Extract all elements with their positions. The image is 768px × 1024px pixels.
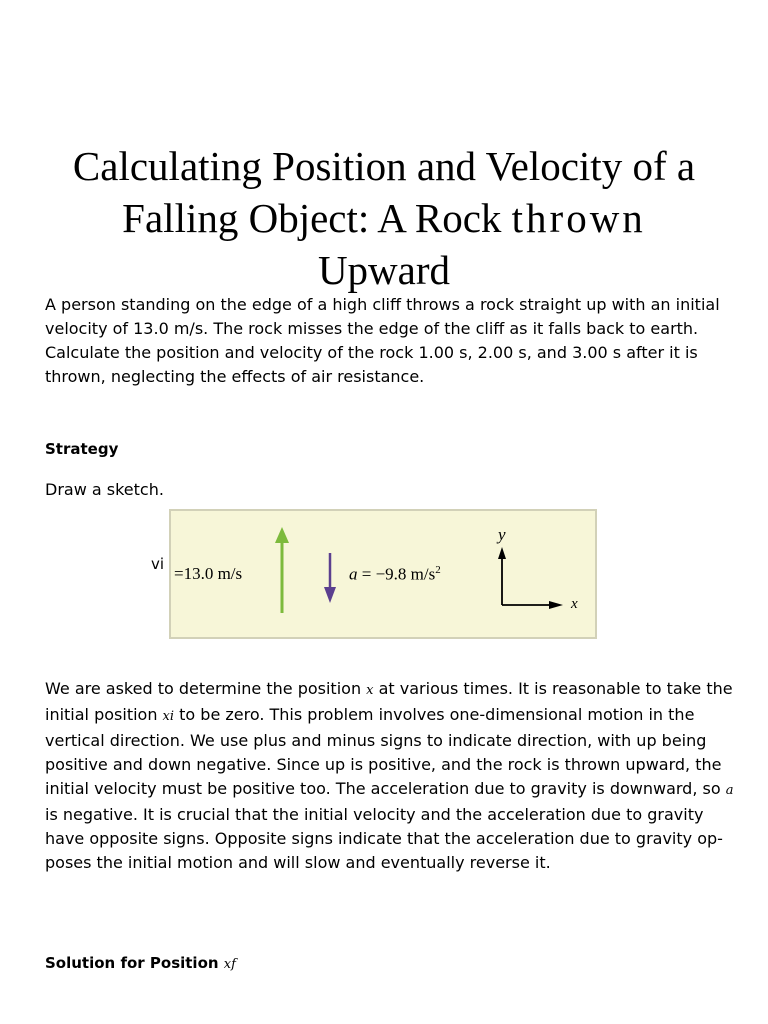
body-text-2: at various times. It is reasonable to take the initial position <box>45 679 733 724</box>
sketch-figure <box>169 509 597 639</box>
x-axis-label: x <box>571 596 578 612</box>
solution-var: xf <box>223 957 236 972</box>
title-line-1: Calculating Position and Velocity of a <box>72 143 696 189</box>
axes-icon <box>498 547 563 609</box>
intro-paragraph: A person standing on the edge of a high cliff throws a rock straight up with an initial velocity of 13.0 m/s. The rock misses the edge of the cliff as it falls back to earth. Calculate the position and velocity of the rock 1.00 s, 2.00 s, and 3.00 s after it is thrown, neglecting the effects of air resistance. <box>45 295 720 386</box>
body-text-1: We are asked to determine the position <box>45 679 367 698</box>
var-a: a <box>725 783 734 798</box>
vi-value: =13.0 m/s <box>174 564 243 583</box>
body-text-4: is negative. It is crucial that the initial velocity and the acceleration due to gravity have opposite signs. Opposite signs indicate that the acceleration due to gravity op-poses the initial motion and will slow and eventually reverse it. <box>45 805 723 872</box>
down-arrow-icon <box>324 553 336 603</box>
a-value: = −9.8 m/s <box>357 564 436 584</box>
title-line-3: Upward <box>317 247 451 293</box>
acceleration-label <box>349 564 441 585</box>
vi-label: vi <box>151 555 165 573</box>
solution-heading-text: Solution for Position <box>45 954 219 972</box>
y-axis-label: y <box>498 525 506 544</box>
title-line-2a: Falling Object: A Rock <box>122 195 502 241</box>
a-symbol: a <box>349 564 358 584</box>
var-x: x <box>366 683 374 698</box>
solution-heading <box>45 954 236 972</box>
page-title <box>30 140 738 296</box>
title-line-2b: thrown <box>511 195 646 241</box>
draw-sketch-text: Draw a sketch. <box>45 480 164 499</box>
body-text-3: to be zero. This problem involves one-dimensional motion in the vertical direction. We use plus and minus signs to indicate direction, with up being positive and down negative. Since up is positive, and the rock is thrown upward, the initial velocity must be positive too. The acceleration due to gravity is downward, so <box>45 705 726 798</box>
strategy-heading: Strategy <box>45 440 119 458</box>
strategy-body-paragraph <box>45 677 735 875</box>
up-arrow-icon <box>275 527 289 613</box>
var-xi: xi <box>162 709 175 724</box>
a-exponent: 2 <box>435 564 441 576</box>
